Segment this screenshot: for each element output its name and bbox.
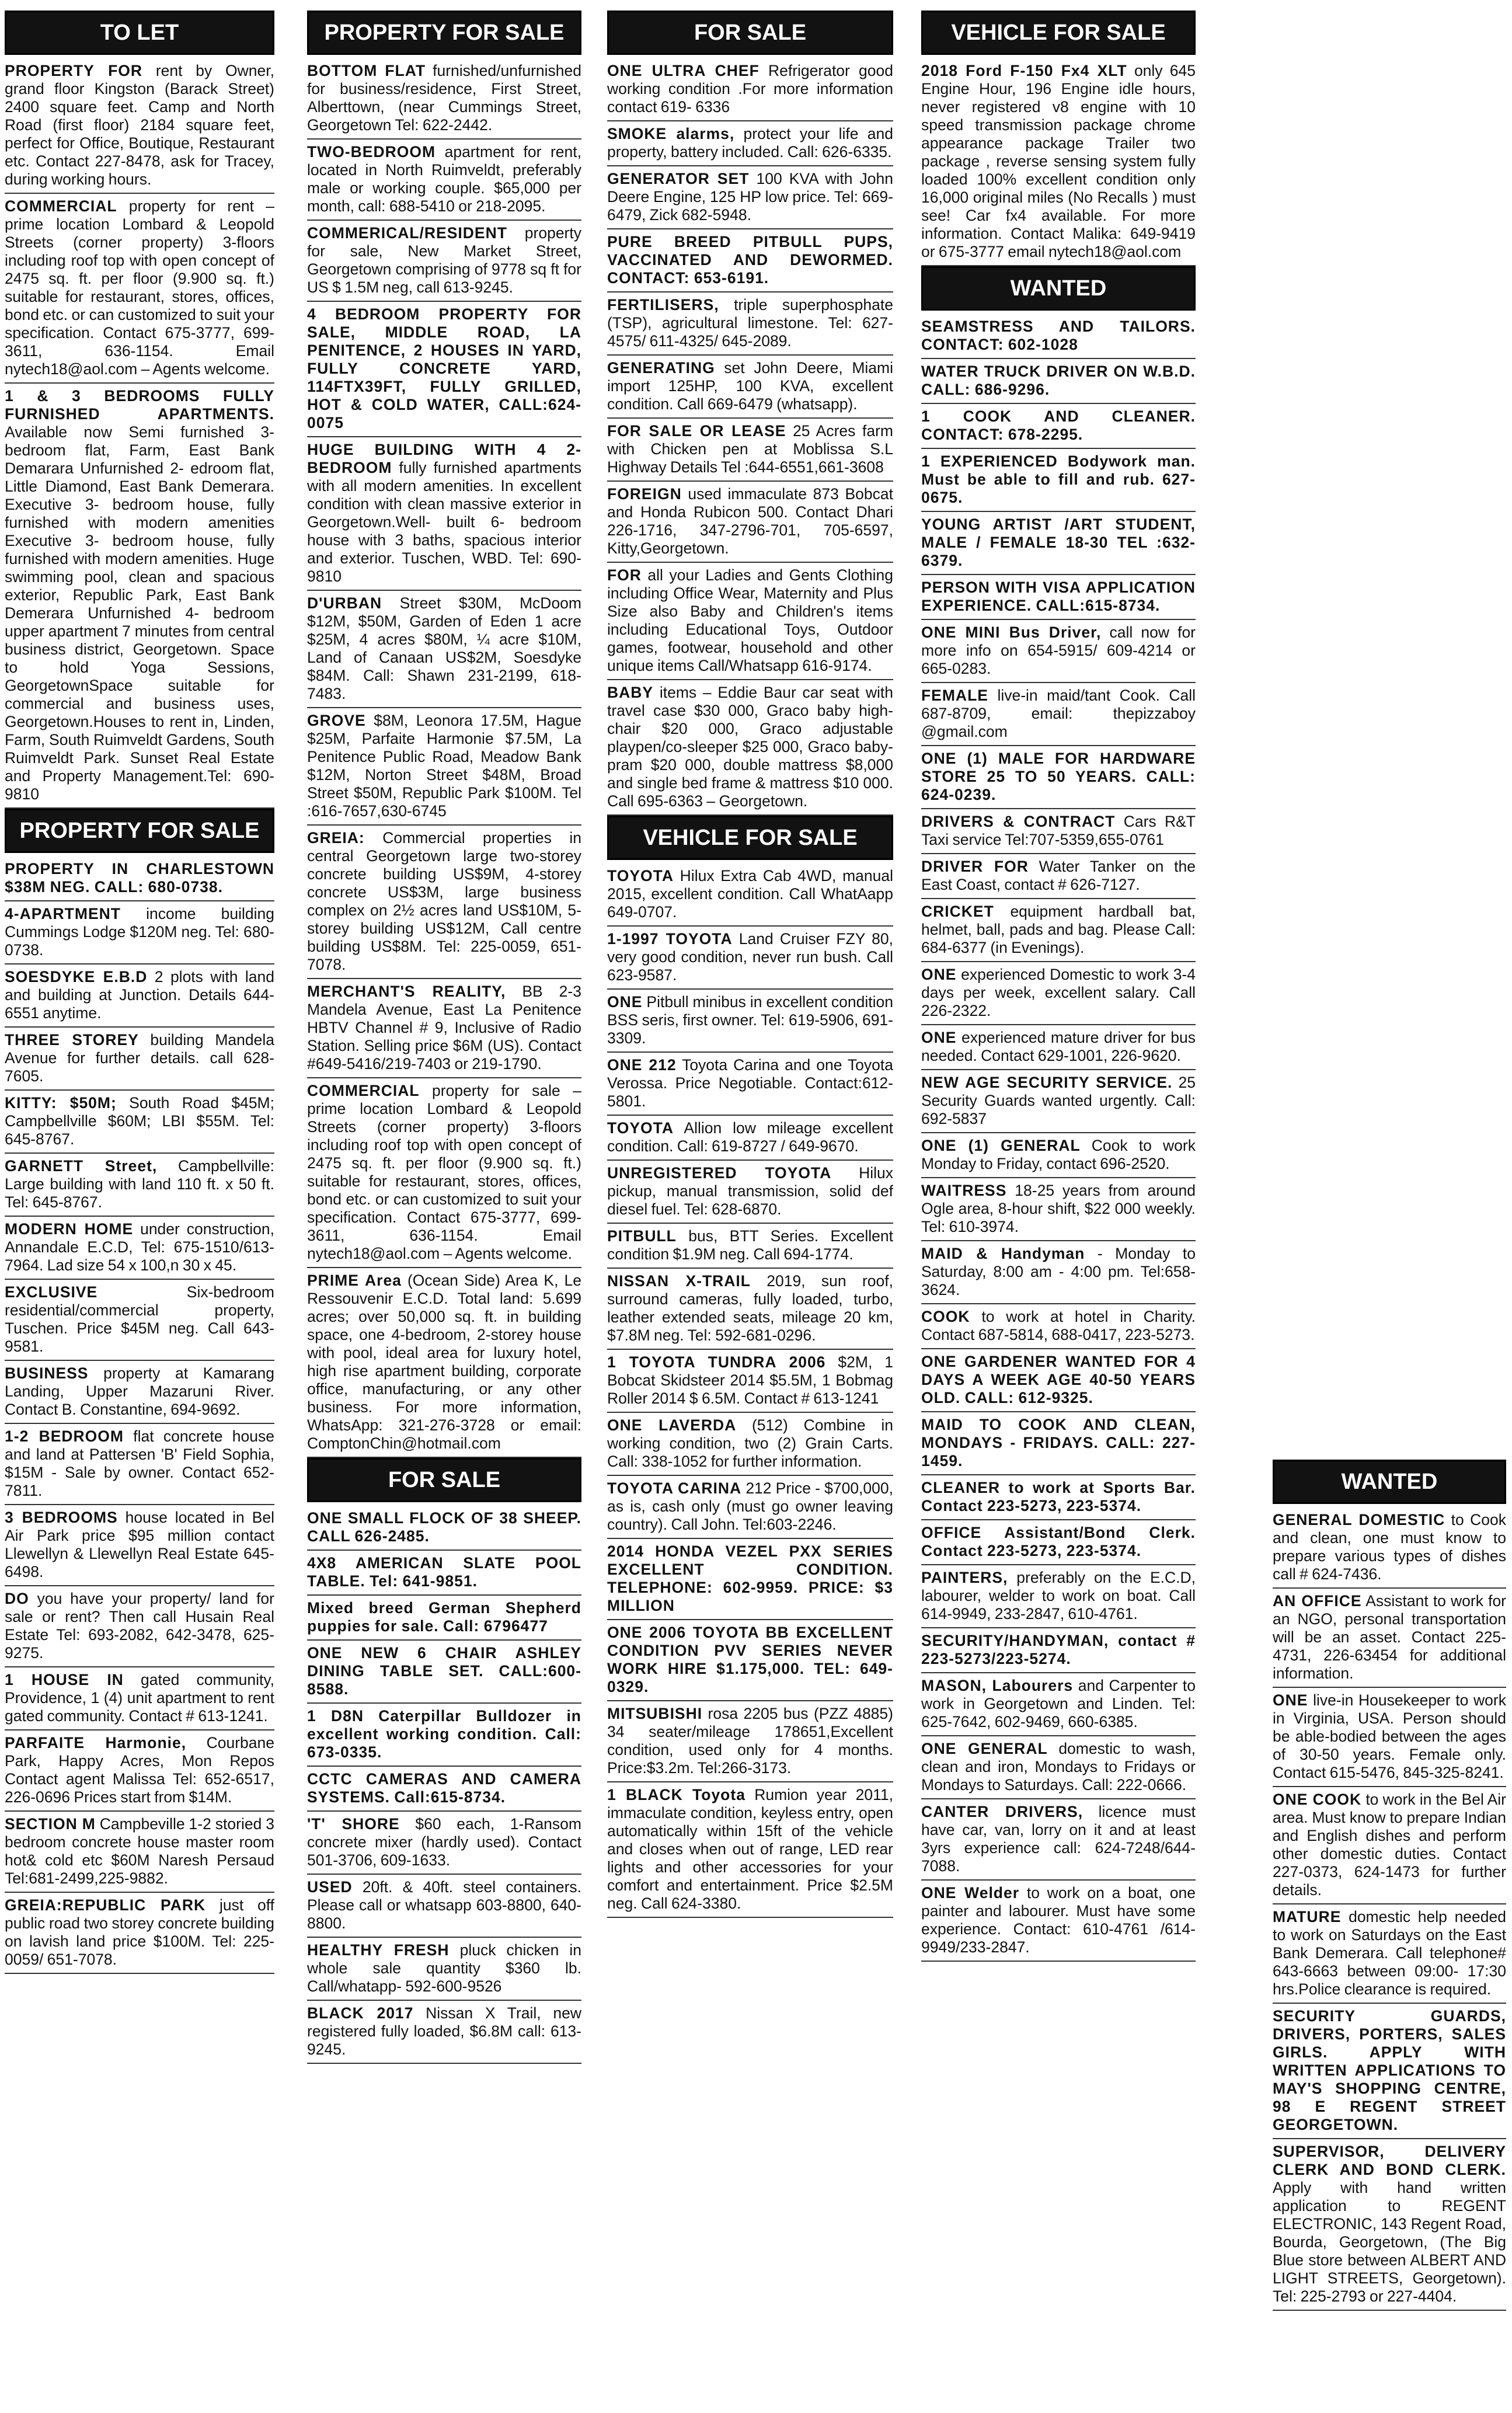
ad-text: 20ft. & 40ft. steel containers. Please call or whatsapp 603-8800, 640-8800. — [307, 1878, 582, 1932]
ad-text: apartment for rent, located in North Ruimveldt, preferably male or working couple. $65,000 per month, call: 688-5410 or 218-2095. — [307, 143, 581, 215]
classified-ad — [5, 384, 274, 809]
ad-lead: GREIA: — [307, 829, 365, 847]
ad-text: live-in Housekeeper to work in Virginia, USA. Person should be able-bodied between the ages of 30-50 years. Female only. Contact 615-5476, 845-325-8241. — [1273, 1691, 1506, 1781]
classified-ad — [921, 620, 1196, 683]
ad-text: live-in maid/tant Cook. Call 687-8709, email: thepizzaboy @gmail.com — [921, 687, 1196, 740]
classified-ad — [921, 1736, 1196, 1799]
ad-text: Toyota Carina and one Toyota Verossa. Price Negotiable. Contact:612-5801. — [607, 1056, 893, 1110]
ad-text: rosa 2205 bus (PZZ 4885) 34 seater/mileage 178651,Excellent condition, used only for 4 months. Price:$3.2m. Tel:266-3173. — [607, 1705, 893, 1777]
ad-text: experienced mature driver for bus needed. Contact 629-1001, 226-9620. — [921, 1029, 1196, 1064]
classified-ad — [921, 683, 1196, 746]
ad-lead: 1 D8N Caterpillar Bulldozer in excellent working condition. Call: 673-0335. — [307, 1707, 581, 1761]
classified-ad — [307, 302, 581, 437]
ad-lead: WAITRESS — [921, 1182, 1007, 1199]
ad-lead: GENERATING — [607, 359, 715, 377]
ad-lead: CRICKET — [921, 903, 994, 920]
classified-ad — [921, 1070, 1196, 1133]
column-1 — [5, 11, 274, 1974]
classified-ad — [607, 863, 893, 927]
classified-ad — [307, 1268, 581, 1458]
classified-ad — [5, 1893, 274, 1974]
ad-lead: FOR SALE OR LEASE — [607, 422, 786, 440]
classified-ad — [607, 680, 893, 816]
classified-ad — [307, 1938, 581, 2001]
classified-ad — [5, 964, 274, 1028]
classified-ad — [1273, 1787, 1506, 1904]
classified-ad — [5, 1217, 274, 1280]
ad-lead: GROVE — [307, 712, 366, 729]
ad-text: gated community, Providence, 1 (4) unit apartment to rent gated community. Contact # 613-1241. — [5, 1671, 274, 1725]
ad-lead: MODERN HOME — [5, 1220, 134, 1238]
classified-ad — [5, 1812, 274, 1893]
ad-lead: COMMERICAL/RESIDENT — [307, 224, 507, 242]
ad-text: rent by Owner, grand floor Kingston (Barack Street) 2400 square feet. Camp and North Road (first floor) 2184 square feet, perfect for Office, Boutique, Restaurant etc. Contact 227-8478, ask for Tracey, during working hours. — [5, 62, 274, 188]
classified-ad — [1273, 2004, 1506, 2139]
ad-lead: THREE STOREY — [5, 1031, 139, 1049]
ad-text: furnished/unfurnished for business/residence, First Street, Alberttown, (near Cummings Street, Georgetown Tel: 622-2442. — [307, 62, 581, 134]
classified-ad — [5, 1667, 274, 1730]
classified-ad — [5, 1586, 274, 1667]
ad-text: preferably on the E.C.D, labourer, welder to work on boat. Call 614-9949, 233-2847, 610-4761. — [921, 1569, 1196, 1622]
ad-lead: WATER TRUCK DRIVER ON W.B.D. CALL: 686-9296. — [921, 363, 1196, 398]
ad-text: Land Cruiser FZY 80, very good condition, never run bush. Call 623-9587. — [607, 930, 893, 984]
ad-text: Street $30M, McDoom $12M, $50M, Garden of Eden 1 acre $25M, 4 acres $80M, ¼ acre $10M, Land of Canaan US$2M, Soesdyke $84M. Call: Shawn 231-2199, 618-7483. — [307, 594, 581, 702]
ad-text: pluck chicken in whole sale quantity $360 lb. Call/whatapp- 592-600-9526 — [307, 1941, 581, 1995]
ad-lead: ONE — [921, 1029, 957, 1046]
ad-lead: CLEANER to work at Sports Bar. Contact 223-5273, 223-5374. — [921, 1479, 1196, 1514]
classified-ad — [1273, 1589, 1506, 1688]
ad-text: property for sale, New Market Street, Georgetown comprising of 9778 sq ft for US $ 1.5M neg, call 613-9245. — [307, 224, 581, 296]
classified-ad — [921, 1025, 1196, 1070]
ad-text: Cook to work Monday to Friday, contact 696-2520. — [921, 1137, 1196, 1172]
classified-ad — [921, 58, 1196, 266]
ad-lead: SECTION M — [5, 1815, 96, 1833]
section-header: PROPERTY FOR SALE — [307, 11, 581, 55]
classified-ad — [921, 449, 1196, 512]
classified-ad — [921, 359, 1196, 404]
ad-lead: CCTC CAMERAS AND CAMERA SYSTEMS. Call:615-8734. — [307, 1770, 581, 1806]
ad-lead: 3 BEDROOMS — [5, 1509, 118, 1526]
ad-lead: PERSON WITH VISA APPLICATION EXPERIENCE. CALL:615-8734. — [921, 579, 1196, 614]
classified-ad — [607, 990, 893, 1053]
ad-lead: PROPERTY FOR — [5, 62, 143, 79]
ad-text: BB 2-3 Mandela Avenue, East La Penitence HBTV Channel # 9, Inclusive of Radio Station. Selling price $6M (US). Contact #649-5416/219-7403 or 219-1790. — [307, 983, 581, 1073]
classified-ad — [5, 1028, 274, 1091]
ad-text: Pitbull minibus in excellent condition BSS seris, first owner. Tel: 619-5906, 691-3309. — [607, 993, 894, 1047]
ad-lead: OFFICE Assistant/Bond Clerk. Contact 223-5273, 223-5374. — [921, 1524, 1196, 1559]
classified-ad — [607, 927, 893, 990]
classified-ad — [607, 1269, 893, 1350]
ad-lead: ONE ULTRA CHEF — [607, 62, 760, 79]
ad-lead: NEW AGE SECURITY SERVICE. — [921, 1074, 1173, 1091]
ad-lead: 4 BEDROOM PROPERTY FOR SALE, MIDDLE ROAD, LA PENITENCE, 2 HOUSES IN YARD, FULLY CONCRETE YARD, 114FTX39FT, FULLY GRILLED, HOT & COLD WATER, CALL:624-0075 — [307, 305, 581, 431]
ad-text: 18-25 years from around Ogle area, 8-hour shift, $22 000 weekly. Tel: 610-3974. — [921, 1182, 1196, 1235]
ad-text: just off public road two storey concrete building on lavish land price $100M. Tel: 225-0059/ 651-7078. — [5, 1896, 274, 1968]
classified-ad — [5, 1361, 274, 1424]
ad-lead: ONE 2006 TOYOTA BB EXCELLENT CONDITION PVV SERIES NEVER WORK HIRE $1.175,000. TEL: 649-0329. — [607, 1624, 893, 1695]
ad-text: property for sale – prime location Lombard & Leopold Streets (corner property) 3-floors including roof top with open concept of 2475 sq. ft. per floor (9.900 sq. ft.) suitable for restaurant, stores, offices, bond etc. or can customized to suit your specification. Contact 675-3777, 699-3611, 636-1154. Email nytech18@aol.com – Agents welcome. — [307, 1082, 581, 1262]
ad-lead: BOTTOM FLAT — [307, 62, 426, 79]
ad-lead: 2014 HONDA VEZEL PXX SERIES EXCELLENT CONDITION. TELEPHONE: 602-9959. PRICE: $3 MILLION — [607, 1542, 893, 1614]
ad-lead: GENERATOR SET — [607, 170, 750, 187]
classified-ad — [5, 1730, 274, 1812]
classified-ad — [5, 1424, 274, 1505]
classified-ad — [307, 437, 581, 591]
section-header: FOR SALE — [607, 11, 893, 55]
classified-ad — [307, 221, 581, 302]
ad-lead: FOREIGN — [607, 485, 682, 503]
ad-lead: ONE — [1273, 1691, 1308, 1709]
ad-lead: GARNETT Street, — [5, 1157, 158, 1175]
classified-ad — [921, 962, 1196, 1025]
ad-lead: PAINTERS, — [921, 1569, 1008, 1586]
section-header: WANTED — [921, 266, 1196, 311]
ad-lead: 4-APARTMENT — [5, 905, 121, 922]
ad-lead: NISSAN X-TRAIL — [607, 1272, 751, 1290]
classified-ad — [5, 901, 274, 964]
ad-lead: TWO-BEDROOM — [307, 143, 436, 161]
ad-text: Water Tanker on the East Coast, contact # 626-7127. — [921, 858, 1196, 893]
ad-lead: D'URBAN — [307, 594, 382, 612]
ad-lead: ONE GARDENER WANTED FOR 4 DAYS A WEEK AGE 40-50 YEARS OLD. CALL: 612-9325. — [921, 1353, 1196, 1406]
classified-ad — [307, 1551, 581, 1596]
classified-ad — [307, 1596, 581, 1641]
classified-ad — [607, 1782, 893, 1918]
ad-text: 100 KVA with John Deere Engine, 125 HP low price. Tel: 669-6479, Zick 682-5948. — [607, 170, 893, 224]
ad-lead: USED — [307, 1878, 353, 1896]
section-header: PROPERTY FOR SALE — [5, 809, 274, 853]
classified-ad — [307, 708, 581, 826]
classified-ad — [607, 58, 893, 121]
ad-lead: FOR — [607, 566, 642, 584]
ad-lead: 1 COOK AND CLEANER. CONTACT: 678-2295. — [921, 408, 1196, 443]
ad-lead: MITSUBISHI — [607, 1705, 703, 1722]
classified-ad — [921, 854, 1196, 899]
ad-lead: TOYOTA CARINA — [607, 1479, 742, 1497]
ad-lead: ONE — [921, 966, 957, 983]
classified-ad — [1273, 1507, 1506, 1589]
classified-ad — [921, 809, 1196, 854]
section-header: VEHICLE FOR SALE — [607, 816, 893, 860]
ad-lead: 'T' SHORE — [307, 1815, 400, 1833]
ad-lead: PRIME Area — [307, 1272, 402, 1289]
classified-ad — [921, 1628, 1196, 1673]
ad-lead: ONE COOK — [1273, 1791, 1362, 1808]
ad-text: used immaculate 873 Bobcat and Honda Rubicon 500. Contact Dhari 226-1716, 347-2796-701, 705-6597, Kitty,Georgetown. — [607, 485, 893, 557]
ad-lead: BABY — [607, 684, 654, 701]
classified-ad — [607, 229, 893, 293]
column-2 — [307, 11, 581, 2064]
ad-text: South Road $45M; Campbellville $60M; LBI $55M. Tel: 645-8767. — [5, 1094, 274, 1148]
ad-text: Nissan X Trail, new registered fully loaded, $6.8M call: 613-9245. — [307, 2004, 581, 2058]
ad-lead: HEALTHY FRESH — [307, 1941, 450, 1959]
ad-text: domestic to wash, clean and iron, Mondays to Fridays or Mondays to Saturdays. Call: 222-0666. — [921, 1740, 1196, 1794]
ad-text: Cars R&T Taxi service Tel:707-5359,655-0761 — [921, 813, 1196, 848]
ad-text: Refrigerator good working condition .For more information contact 619- 6336 — [607, 62, 893, 116]
classified-ad — [307, 1506, 581, 1551]
ad-text: call now for more info on 654-5915/ 609-4214 or 665-0283. — [921, 624, 1196, 677]
ad-lead: 1-1997 TOYOTA — [607, 930, 733, 948]
ad-text: - Monday to Saturday, 8:00 am - 4:00 pm. Tel:658-3624. — [921, 1245, 1196, 1298]
ad-text: Rumion year 2011, immaculate condition, keyless entry, open automatically within 15ft of the vehicle and closes when out of range, LED rear lights and other accessories for your comfort and entertainment. Price $2.5M neg. Call 624-3380. — [607, 1786, 893, 1912]
classified-ad — [307, 140, 581, 221]
classified-ad — [307, 58, 581, 140]
ad-lead: 1 TOYOTA TUNDRA 2006 — [607, 1353, 826, 1371]
classified-ad — [921, 1673, 1196, 1736]
ad-lead: COMMERCIAL — [5, 197, 117, 215]
ad-text: property for rent – prime location Lombard & Leopold Streets (corner property) 3-floors including roof top with open concept of 2475 sq. ft. per floor (9.900 sq. ft.) suitable for restaurant, stores, offices, bond etc. or can customized to suit your specification. Contact 675-3777, 699-3611, 636-1154. Email nytech18@aol.com – Agents welcome. — [5, 197, 274, 378]
classified-ad — [307, 1767, 581, 1812]
ad-text: Apply with hand written application to REGENT ELECTRONIC, 143 Regent Road, Bourda, Georgetown, (The Big Blue store between ALBERT AND LIGHT STREETS, Georgetown). Tel: 225-2793 or 227-4404. — [1273, 2179, 1506, 2305]
ad-lead: EXCLUSIVE — [5, 1283, 98, 1301]
classified-ad — [607, 1701, 893, 1782]
ad-lead: FEMALE — [921, 687, 988, 704]
ad-text: 25 Security Guards wanted urgently. Call: 692-5837 — [921, 1074, 1196, 1127]
classified-ad — [607, 563, 893, 680]
section-header: TO LET — [5, 11, 274, 55]
classified-ad — [607, 121, 893, 166]
ad-text: domestic help needed to work on Saturdays on the East Bank Demerara. Call telephone# 643-6663 between 09:00- 17:30 hrs.Police clearance is required. — [1273, 1908, 1506, 1998]
ad-text: to work at hotel in Charity. Contact 687-5814, 688-0417, 223-5273. — [921, 1308, 1196, 1343]
classified-ad — [307, 591, 581, 708]
ad-lead: 1 BLACK Toyota — [607, 1786, 745, 1803]
ad-text: bus, BTT Series. Excellent condition $1.9M neg. Call 694-1774. — [607, 1227, 893, 1263]
ad-lead: SEAMSTRESS AND TAILORS. CONTACT: 602-1028 — [921, 318, 1196, 353]
ad-lead: PITBULL — [607, 1227, 677, 1245]
ad-text: Courbane Park, Happy Acres, Mon Repos Contact agent Malissa Tel: 652-6517, 226-0696 Prices start from $14M. — [5, 1734, 274, 1806]
classified-ad — [607, 356, 893, 419]
ad-text: you have your property/ land for sale or rent? Then call Husain Real Estate Tel: 693-2082, 642-3478, 625-9275. — [5, 1590, 274, 1662]
ad-text: Allion low mileage excellent condition. Call: 619-8727 / 649-9670. — [607, 1119, 893, 1155]
classified-ad — [307, 1078, 581, 1268]
classified-ad — [5, 1280, 274, 1361]
classified-ad — [1273, 2139, 1506, 2311]
classified-ad — [307, 1641, 581, 1704]
ad-lead: ONE MINI Bus Driver, — [921, 624, 1102, 641]
classified-ad — [1273, 1904, 1506, 2004]
classified-ad — [307, 979, 581, 1078]
classified-ad — [921, 1565, 1196, 1628]
ad-lead: COOK — [921, 1308, 970, 1325]
ad-lead: ONE (1) MALE FOR HARDWARE STORE 25 TO 50 YEARS. CALL: 624-0239. — [921, 750, 1196, 803]
ad-lead: GREIA:REPUBLIC PARK — [5, 1896, 206, 1914]
ad-lead: CANTER DRIVERS, — [921, 1803, 1084, 1820]
classified-ad — [921, 1349, 1196, 1412]
ad-lead: FERTILISERS, — [607, 296, 719, 314]
section-header: VEHICLE FOR SALE — [921, 11, 1196, 55]
ad-lead: HUGE BUILDING WITH 4 2-BEDROOM — [307, 441, 581, 476]
ad-lead: SOESDYKE E.B.D — [5, 968, 148, 986]
ad-lead: SECURITY GUARDS, DRIVERS, PORTERS, SALES GIRLS. APPLY WITH WRITTEN APPLICATIONS TO MAY'S SHOPPING CENTRE, 98 E REGENT STREET GEORGETOWN. — [1273, 2007, 1506, 2133]
section-header: FOR SALE — [307, 1458, 581, 1502]
ad-text: licence must have car, van, lorry on it and at least 3yrs experience call: 624-7248/644-7088. — [921, 1803, 1196, 1875]
ad-text: Campbeville 1-2 storied 3 bedroom concrete house master room hot& cold etc $60M Naresh Persaud Tel:681-2499,225-9882. — [5, 1815, 274, 1887]
ad-lead: MAID & Handyman — [921, 1245, 1085, 1262]
classified-ad — [1273, 1688, 1506, 1787]
ad-lead: DRIVER FOR — [921, 858, 1029, 875]
classified-ad — [307, 1875, 581, 1938]
classified-ad — [607, 293, 893, 356]
ad-text: building Mandela Avenue for further details. call 628-7605. — [5, 1031, 274, 1085]
ad-text: Available now Semi furnished 3- bedroom flat, Farm, East Bank Demarara Unfurnished 2- edroom flat, Little Diamond, East Bank Demerara. Executive 3- bedroom house, fully furnished with modern amenities Executive 3- bedroom house, fully furnished with modern amenities. Huge swimming pool, clean and spacious exterior, Republic Park, East Bank Demerara Unfurnished 4- bedroom upper apartment 7 minutes from central business district, Georgetown. Space to hold Yoga Sessions, GeorgetownSpace suitable for commercial and business uses, Georgetown.Houses to rent in, Linden, Farm, South Ruimveldt Gardens, South Ruimveldt Park. Sunset Real Estate and Property Management.Tel: 690-9810 — [5, 423, 274, 803]
classified-ad — [607, 482, 893, 563]
ad-lead: ONE NEW 6 CHAIR ASHLEY DINING TABLE SET. CALL:600-8588. — [307, 1644, 581, 1698]
ad-lead: ONE SMALL FLOCK OF 38 SHEEP. CALL 626-2485. — [307, 1509, 581, 1545]
classified-ad — [5, 1091, 274, 1154]
ad-text: all your Ladies and Gents Clothing including Office Wear, Maternity and Plus Size also Baby and Children's items including Educational Toys, Outdoor games, footwear, household and other unique items Call/Whatsapp 616-9174. — [607, 566, 893, 674]
ad-text: protect your life and property, battery included. Call: 626-6335. — [607, 125, 893, 161]
column-3 — [607, 11, 893, 1918]
ad-lead: GENERAL DOMESTIC — [1273, 1511, 1445, 1528]
ad-text: Campbellville: Large building with land 110 ft. x 50 ft. Tel: 645-8767. — [5, 1157, 274, 1211]
classified-ad — [921, 1475, 1196, 1520]
classified-ad — [5, 856, 274, 901]
ad-text: 2 plots with land and building at Junction. Details 644-6551 anytime. — [5, 968, 274, 1022]
ad-text: to work on a boat, one painter and labourer. Must have some experience. Contact: 610-4761 /614-9949/233-2847. — [921, 1884, 1196, 1956]
ad-lead: TOYOTA — [607, 867, 674, 885]
classified-ad — [307, 2001, 581, 2064]
ad-text: to Cook and clean, one must know to prepare various types of dishes call # 624-7436. — [1273, 1511, 1506, 1583]
classified-ad — [921, 1178, 1196, 1241]
ad-text: under construction, Annandale E.C.D, Tel: 675-1510/613-7964. Lad size 54 x 100,n 30 x 45. — [5, 1220, 274, 1274]
ad-text: Assistant to work for an NGO, personal transportation will be an asset. Contact 225-4731, 226-63454 for additional information. — [1273, 1592, 1507, 1682]
ad-lead: SECURITY/HANDYMAN, contact # 223-5273/223-5274. — [921, 1632, 1196, 1667]
column-4 — [921, 11, 1196, 1962]
classified-ad — [921, 1412, 1196, 1475]
ad-lead: SUPERVISOR, DELIVERY CLERK AND BOND CLERK. — [1273, 2143, 1506, 2178]
classified-ad — [5, 58, 274, 194]
classified-ad — [921, 1881, 1196, 1962]
ad-lead: MAID TO COOK AND CLEAN, MONDAYS - FRIDAYS. CALL: 227-1459. — [921, 1416, 1196, 1470]
ad-lead: ONE GENERAL — [921, 1740, 1048, 1757]
classified-ad — [607, 1224, 893, 1269]
ad-text: (Ocean Side) Area K, Le Ressouvenir E.C.D. Total land: 5.699 acres; over 50,000 sq. ft. in building space, one 4-bedroom, 2-storey house with pool, ideal area for luxury hotel, high rise apartment building, corporate office, manufacturing, or any other business. For more information, WhatsApp: 321-276-3728 or email: ComptonChin@hotmail.com — [307, 1272, 581, 1452]
classified-ad — [921, 1304, 1196, 1349]
classified-ad — [607, 1161, 893, 1224]
classified-ad — [921, 746, 1196, 809]
classified-ad — [607, 1620, 893, 1701]
ad-text: house located in Bel Air Park price $95 million contact Llewellyn & Llewellyn Real Estate 645-6498. — [5, 1509, 274, 1580]
classified-ad — [921, 1520, 1196, 1565]
ad-lead: 2018 Ford F-150 Fx4 XLT — [921, 62, 1127, 79]
ad-text: fully furnished apartments with all modern amenities. In excellent condition with clean massive exterior in Georgetown.Well- built 6- bedroom house with 3 baths, spacious interior and exterior. Tuschen, WBD. Tel: 690-9810 — [307, 459, 581, 585]
ad-text: items – Eddie Baur car seat with travel case $30 000, Graco baby high-chair $20 000, Graco adjustable playpen/co-sleeper $25 000, Graco baby-pram $20 000, double mattress $8,000 and single bed frame & mattress $10 000. Call 695-6363 – Georgetown. — [607, 684, 893, 810]
ad-lead: SMOKE alarms, — [607, 125, 735, 142]
ad-lead: ONE (1) GENERAL — [921, 1137, 1081, 1154]
ad-lead: UNREGISTERED TOYOTA — [607, 1164, 832, 1182]
ad-lead: 1-2 BEDROOM — [5, 1427, 124, 1445]
classified-ad — [607, 1116, 893, 1161]
ad-text: to work in the Bel Air area. Must know to prepare Indian and English dishes and perform other domestic duties. Contact 227-0373, 624-1473 for further details. — [1273, 1791, 1506, 1899]
ad-text: set John Deere, Miami import 125HP, 100 KVA, excellent condition. Call 669-6479 (whatsapp). — [607, 359, 893, 413]
ad-text: $60 each, 1-Ransom concrete mixer (hardly used). Contact 501-3706, 609-1633. — [307, 1815, 581, 1869]
classified-ad — [921, 314, 1196, 359]
section-header: WANTED — [1273, 1460, 1506, 1504]
classified-ad — [921, 1241, 1196, 1304]
ad-text: property at Kamarang Landing, Upper Mazaruni River. Contact B. Constantine, 694-9692. — [5, 1364, 274, 1418]
ad-text: $8M, Leonora 17.5M, Hague $25M, Parfaite Harmonie $7.5M, La Penitence Public Road, Meadow Bank $12M, Norton Street $48M, Broad Street $50M, Republic Park $100M. Tel :616-7657,630-6745 — [307, 712, 581, 820]
classified-ad — [921, 404, 1196, 449]
ad-text: equipment hardball bat, helmet, ball, pads and bag. Please Call: 684-6377 (in Evenings). — [921, 903, 1196, 956]
ad-text: 2019, sun roof, surround cameras, fully loaded, turbo, leather extended seats, mileage 20 km, $7.8M neg. Tel: 592-681-0296. — [607, 1272, 894, 1344]
column-5 — [1273, 1460, 1506, 2311]
ad-text: Six-bedroom residential/commercial property, Tuschen. Price $45M neg. Call 643-9581. — [5, 1283, 274, 1355]
ad-text: 25 Acres farm with Chicken pen at Moblissa S.L Highway Details Tel :644-6551,661-3608 — [607, 422, 893, 476]
ad-lead: KITTY: $50M; — [5, 1094, 117, 1112]
classified-ad — [607, 166, 893, 229]
classified-ad — [5, 1154, 274, 1217]
ad-text: experienced Domestic to work 3-4 days per week, excellent salary. Call 226-2322. — [921, 966, 1196, 1019]
ad-text: only 645 Engine Hour, 196 Engine idle hours, never registered v8 engine with 10 speed transmission package chrome appearance package Trailer two package , reverse sensing system fully loaded 100% excellent condition only 16,000 original miles (No Recalls ) must see! Car fx4 available. For more information. Contact Malika: 649-9419 or 675-3777 email nytech18@aol.com — [921, 62, 1196, 260]
ad-lead: AN OFFICE — [1273, 1592, 1362, 1610]
ad-text: Hilux Extra Cab 4WD, manual 2015, excellent condition. Call WhatAapp 649-0707. — [607, 867, 893, 921]
classified-ad — [607, 1539, 893, 1620]
ad-text: $2M, 1 Bobcat Skidsteer 2014 $5.5M, 1 Bobmag Roller 2014 $ 6.5M. Contact # 613-1241 — [607, 1353, 894, 1407]
ad-lead: MERCHANT'S REALITY, — [307, 983, 506, 1000]
ad-text: 212 Price - $700,000, as is, cash only (must go owner leaving country). Call John. Tel:603-2246. — [607, 1479, 893, 1533]
ad-lead: 1 & 3 BEDROOMS FULLY FURNISHED APARTMENTS. — [5, 387, 274, 423]
ad-lead: DO — [5, 1590, 29, 1607]
classified-ad — [921, 899, 1196, 962]
ad-lead: 1 EXPERIENCED Bodywork man. Must be able to fill and rub. 627-0675. — [921, 452, 1196, 506]
classified-ad — [5, 194, 274, 384]
ad-lead: TOYOTA — [607, 1119, 674, 1137]
classified-ad — [607, 1350, 893, 1413]
classified-ad — [607, 1413, 893, 1476]
classified-ad — [307, 1704, 581, 1767]
ad-text: and Carpenter to work in Georgetown and Linden. Tel: 625-7642, 602-9469, 660-6385. — [921, 1677, 1196, 1730]
ad-text: (512) Combine in working condition, two (2) Grain Carts. Call: 338-1052 for further information. — [607, 1416, 893, 1470]
classified-ad — [921, 1799, 1196, 1881]
ad-lead: 4X8 AMERICAN SLATE POOL TABLE. Tel: 641-9851. — [307, 1554, 581, 1590]
ad-text: Commercial properties in central Georgetown large two-storey concrete building US$9M, 4-storey concrete US$3M, large business complex on 2½ acres land US$10M, 5-storey building US$12M, Call centre building US$8M. Tel: 225-0059, 651-7078. — [307, 829, 581, 973]
ad-lead: MASON, Labourers — [921, 1677, 1074, 1694]
classified-ad — [607, 1053, 893, 1116]
classified-ad — [307, 1812, 581, 1875]
ad-lead: PROPERTY IN CHARLESTOWN $38M NEG. CALL: 680-0738. — [5, 860, 274, 896]
classified-ad — [607, 419, 893, 482]
ad-lead: DRIVERS & CONTRACT — [921, 813, 1116, 830]
classified-ad — [5, 1505, 274, 1586]
ad-lead: ONE — [607, 993, 643, 1011]
ad-lead: BUSINESS — [5, 1364, 89, 1382]
ad-text: income building Cummings Lodge $120M neg. Tel: 680-0738. — [5, 905, 274, 959]
ad-lead: PURE BREED PITBULL PUPS, VACCINATED AND DEWORMED. CONTACT: 653-6191. — [607, 233, 893, 287]
classified-ad — [607, 1476, 893, 1539]
ad-text: flat concrete house and land at Pattersen 'B' Field Sophia, $15M - Sale by owner. Contact 652-7811. — [5, 1427, 274, 1499]
classified-ad — [307, 826, 581, 979]
ad-text: triple superphosphate (TSP), agricultural limestone. Tel: 627-4575/ 611-4325/ 645-2089. — [607, 296, 893, 350]
ad-lead: Mixed breed German Shepherd puppies for sale. Call: 6796477 — [307, 1599, 581, 1635]
ad-lead: PARFAITE Harmonie, — [5, 1734, 187, 1752]
classified-ad — [921, 575, 1196, 620]
classified-ad — [921, 512, 1196, 575]
ad-lead: ONE 212 — [607, 1056, 677, 1074]
ad-lead: BLACK 2017 — [307, 2004, 414, 2022]
ad-text: Hilux pickup, manual transmission, solid def diesel fuel. Tel: 628-6870. — [607, 1164, 893, 1218]
ad-lead: ONE LAVERDA — [607, 1416, 737, 1434]
ad-lead: ONE Welder — [921, 1884, 1020, 1902]
classified-ad — [921, 1133, 1196, 1178]
ad-lead: YOUNG ARTIST /ART STUDENT, MALE / FEMALE 18-30 TEL :632-6379. — [921, 516, 1196, 569]
ad-lead: MATURE — [1273, 1908, 1342, 1925]
ad-lead: 1 HOUSE IN — [5, 1671, 124, 1688]
ad-lead: COMMERCIAL — [307, 1082, 420, 1099]
